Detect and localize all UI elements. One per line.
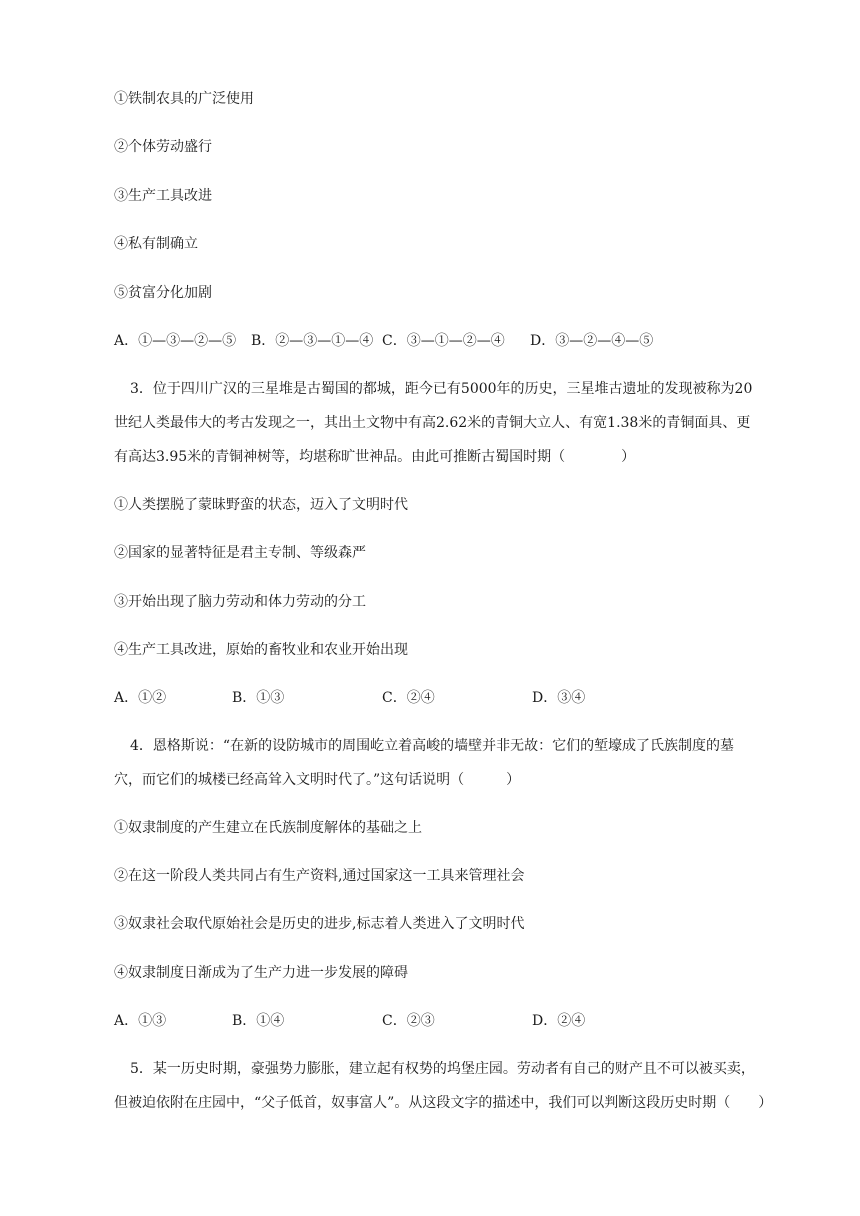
q2-item-2: ②个体劳动盛行 xyxy=(114,139,212,155)
q4-stem-line-2: 穴，而它们的城楼已经高耸入文明时代了。”这句话说明（ ） xyxy=(114,772,521,788)
q2-option-b: B．②—③—①—④ xyxy=(251,333,374,349)
q2-item-1: ①铁制农具的广泛使用 xyxy=(114,91,254,107)
q4-item-2: ②在这一阶段人类共同占有生产资料,通过国家这一工具来管理社会 xyxy=(114,868,525,884)
q3-stem-line-2: 世纪人类最伟大的考古发现之一，其出土文物中有高2.62米的青铜大立人、有宽1.38米的青铜面具、更 xyxy=(114,415,751,431)
q3-option-b: B．①③ xyxy=(232,690,285,706)
q3-option-a: A．①② xyxy=(114,690,167,706)
q4-option-a: A．①③ xyxy=(114,1013,167,1029)
q2-option-a: A．①—③—②—⑤ xyxy=(114,333,237,349)
q4-options xyxy=(114,1011,794,1031)
q3-option-d: D．③④ xyxy=(532,690,586,706)
q3-item-4: ④生产工具改进，原始的畜牧业和农业开始出现 xyxy=(114,642,408,658)
q3-item-3: ③开始出现了脑力劳动和体力劳动的分工 xyxy=(114,594,366,610)
q3-item-2: ②国家的显著特征是君主专制、等级森严 xyxy=(114,545,366,561)
q4-option-d: D．②④ xyxy=(532,1013,586,1029)
q3-option-c: C．②④ xyxy=(382,690,435,706)
q3-stem-line-1: 3．位于四川广汉的三星堆是古蜀国的都城，距今已有5000年的历史，三星堆古遗址的发现被称为20 xyxy=(130,381,753,397)
q3-stem-line-3: 有高达3.95米的青铜神树等，均堪称旷世神品。由此可推断古蜀国时期（ ） xyxy=(114,449,636,465)
q3-item-1: ①人类摆脱了蒙昧野蛮的状态，迈入了文明时代 xyxy=(114,497,408,513)
q5-stem-line-1: 5．某一历史时期，豪强势力膨胀，建立起有权势的坞堡庄园。劳动者有自己的财产且不可以被买卖， xyxy=(130,1061,755,1077)
q4-item-4: ④奴隶制度日渐成为了生产力进一步发展的障碍 xyxy=(114,965,408,981)
q3-options xyxy=(114,688,794,708)
q5-stem-line-2: 但被迫依附在庄园中，“父子低首，奴事富人”。从这段文字的描述中，我们可以判断这段历史时期（ ） xyxy=(114,1095,773,1111)
q2-item-5: ⑤贫富分化加剧 xyxy=(114,285,212,301)
q2-item-3: ③生产工具改进 xyxy=(114,188,212,204)
q2-option-d: D．③—②—④—⑤ xyxy=(530,333,654,349)
q4-stem-line-1: 4．恩格斯说：“在新的设防城市的周围屹立着高峻的墙壁并非无故：它们的堑壕成了氏族制度的墓 xyxy=(130,738,735,754)
q4-item-3: ③奴隶社会取代原始社会是历史的进步,标志着人类进入了文明时代 xyxy=(114,916,525,932)
q2-options xyxy=(114,331,794,351)
q2-item-4: ④私有制确立 xyxy=(114,236,198,252)
q4-option-b: B．①④ xyxy=(232,1013,285,1029)
q4-option-c: C．②③ xyxy=(382,1013,435,1029)
q4-item-1: ①奴隶制度的产生建立在氏族制度解体的基础之上 xyxy=(114,820,422,836)
q2-option-c: C．③—①—②—④ xyxy=(382,333,505,349)
